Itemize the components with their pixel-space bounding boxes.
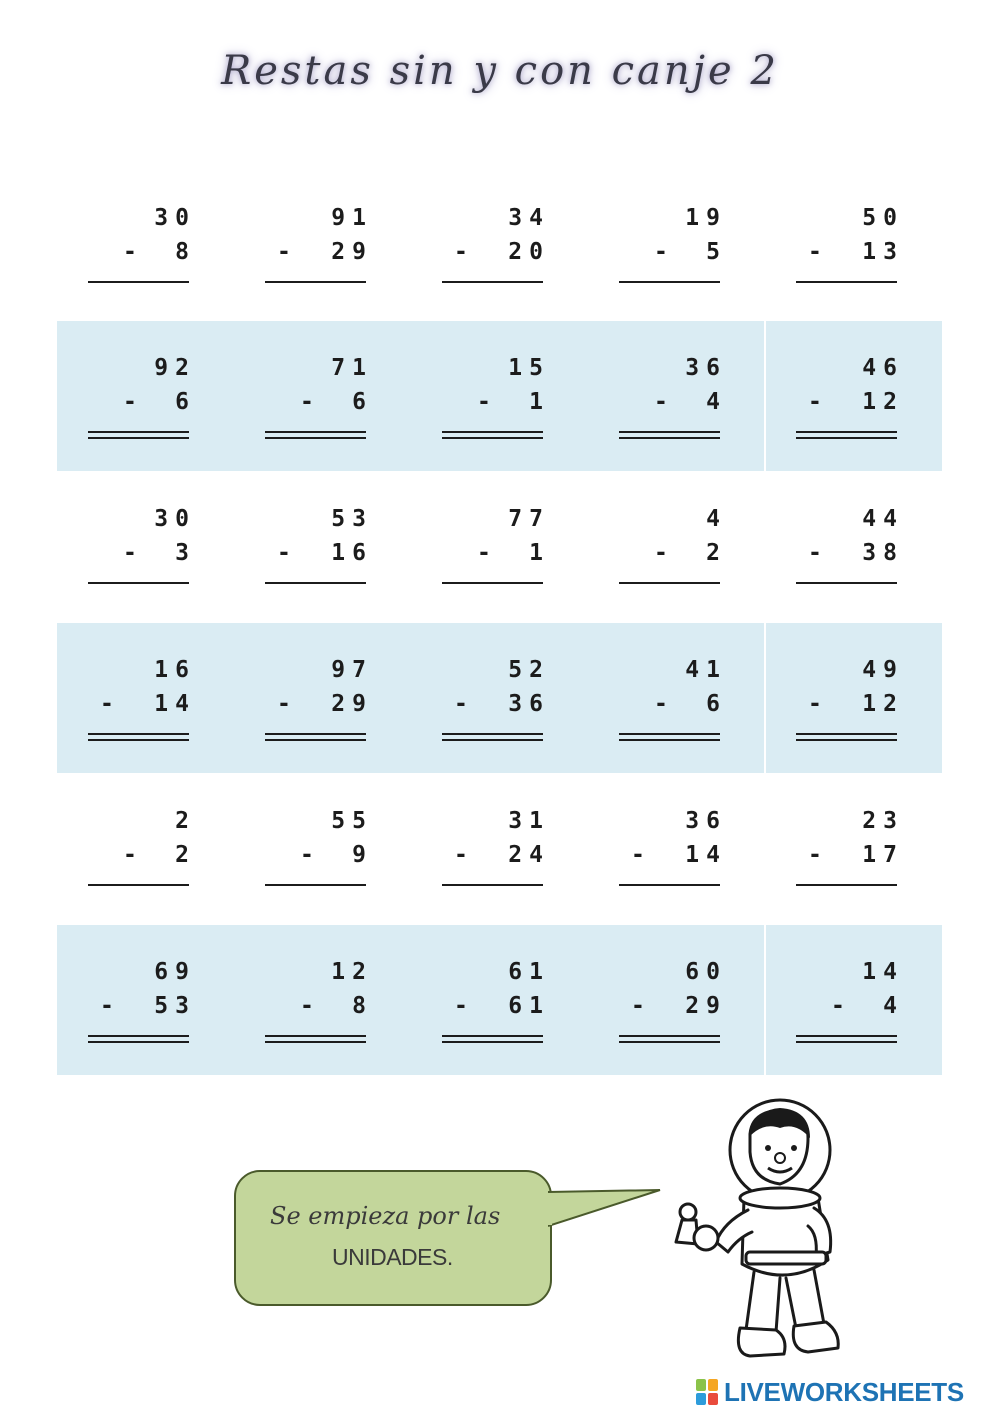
minus-sign: - (300, 993, 321, 1019)
subtraction-problem (619, 808, 727, 938)
answer-line-double (796, 1041, 897, 1043)
subtrahend-line (449, 842, 550, 868)
subtraction-problem (442, 506, 550, 636)
minuend: 30 (154, 506, 196, 532)
brand-footer (696, 1378, 964, 1406)
subtrahend: 1 (529, 540, 550, 566)
bubble-text-line1: Se empieza por las (270, 1202, 501, 1230)
answer-line (265, 733, 366, 735)
subtraction-problem (796, 506, 904, 636)
bubble-text-line2: UNIDADES. (332, 1244, 453, 1270)
answer-line (619, 281, 720, 283)
minuend: 50 (862, 205, 904, 231)
subtrahend: 29 (331, 691, 373, 717)
minus-sign: - (631, 842, 652, 868)
subtrahend: 8 (352, 993, 373, 1019)
subtraction-problem (265, 506, 373, 636)
subtrahend: 13 (862, 239, 904, 265)
answer-line-double (619, 437, 720, 439)
answer-line (796, 431, 897, 433)
minuend: 31 (508, 808, 550, 834)
subtrahend-line (95, 842, 196, 868)
subtraction-problem (619, 205, 727, 335)
minus-sign: - (808, 842, 829, 868)
minuend: 19 (685, 205, 727, 231)
minuend: 55 (331, 808, 373, 834)
minus-sign: - (277, 540, 298, 566)
subtrahend-line (626, 993, 727, 1019)
subtrahend-line (272, 389, 373, 415)
subtrahend-line (803, 239, 904, 265)
subtraction-problem (442, 808, 550, 938)
minuend: 15 (508, 355, 550, 381)
minus-sign: - (654, 540, 675, 566)
subtrahend-line (626, 239, 727, 265)
answer-line (265, 281, 366, 283)
subtrahend: 12 (862, 691, 904, 717)
minus-sign: - (123, 540, 144, 566)
answer-line (619, 884, 720, 886)
minuend: 41 (685, 657, 727, 683)
problem-row (57, 171, 942, 321)
subtraction-problem (88, 205, 196, 335)
answer-line (265, 884, 366, 886)
problem-row (57, 472, 942, 622)
problem-row (57, 925, 942, 1075)
subtrahend-line (626, 389, 727, 415)
subtraction-problem (796, 959, 904, 1089)
minus-sign: - (454, 993, 475, 1019)
subtraction-problem (265, 205, 373, 335)
astronaut-kid-icon (668, 1092, 878, 1362)
answer-line-double (88, 437, 189, 439)
subtrahend: 4 (883, 993, 904, 1019)
subtrahend: 5 (706, 239, 727, 265)
subtraction-problem (796, 355, 904, 485)
subtraction-problem (442, 657, 550, 787)
answer-line (88, 884, 189, 886)
answer-line-double (88, 1041, 189, 1043)
minus-sign: - (100, 691, 121, 717)
subtraction-problem (88, 808, 196, 938)
minus-sign: - (454, 239, 475, 265)
subtrahend: 14 (154, 691, 196, 717)
minus-sign: - (808, 540, 829, 566)
answer-line (796, 1035, 897, 1037)
speech-bubble (234, 1170, 552, 1306)
subtrahend: 6 (352, 389, 373, 415)
answer-line (796, 733, 897, 735)
subtrahend: 6 (706, 691, 727, 717)
minuend: 49 (862, 657, 904, 683)
subtrahend-line (803, 691, 904, 717)
minus-sign: - (277, 691, 298, 717)
subtraction-problem (796, 205, 904, 335)
speech-bubble-tail (548, 1186, 664, 1236)
problem-row (57, 623, 942, 773)
minus-sign: - (300, 842, 321, 868)
minuend: 36 (685, 808, 727, 834)
answer-line-double (796, 739, 897, 741)
row-divider (764, 623, 766, 773)
minus-sign: - (831, 993, 852, 1019)
minuend: 91 (331, 205, 373, 231)
subtrahend-line (803, 389, 904, 415)
answer-line (442, 281, 543, 283)
minus-sign: - (654, 239, 675, 265)
subtrahend: 38 (862, 540, 904, 566)
minus-sign: - (477, 389, 498, 415)
minuend: 36 (685, 355, 727, 381)
subtrahend-line (272, 239, 373, 265)
subtraction-problem (265, 959, 373, 1089)
minus-sign: - (300, 389, 321, 415)
answer-line (619, 431, 720, 433)
minus-sign: - (277, 239, 298, 265)
row-divider (764, 925, 766, 1075)
brand-name: LIVEWORKSHEETS (724, 1376, 964, 1407)
problem-row (57, 321, 942, 471)
subtrahend-line (95, 691, 196, 717)
minuend: 34 (508, 205, 550, 231)
subtrahend-line (803, 540, 904, 566)
minuend: 30 (154, 205, 196, 231)
minuend: 77 (508, 506, 550, 532)
minus-sign: - (808, 691, 829, 717)
subtrahend: 6 (175, 389, 196, 415)
minus-sign: - (123, 842, 144, 868)
answer-line (619, 733, 720, 735)
subtrahend-line (95, 239, 196, 265)
subtrahend-line (95, 540, 196, 566)
subtrahend: 9 (352, 842, 373, 868)
subtrahend-line (95, 993, 196, 1019)
subtrahend: 4 (706, 389, 727, 415)
subtrahend-line (626, 691, 727, 717)
subtrahend: 2 (175, 842, 196, 868)
subtrahend-line (272, 540, 373, 566)
minuend: 61 (508, 959, 550, 985)
answer-line (88, 431, 189, 433)
answer-line-double (265, 1041, 366, 1043)
subtraction-problem (619, 959, 727, 1089)
subtrahend-line (449, 239, 550, 265)
row-divider (764, 321, 766, 471)
minuend: 92 (154, 355, 196, 381)
subtraction-problem (265, 657, 373, 787)
subtraction-problem (265, 355, 373, 485)
subtrahend-line (95, 389, 196, 415)
subtrahend: 1 (529, 389, 550, 415)
answer-line-double (442, 437, 543, 439)
answer-line-double (442, 1041, 543, 1043)
subtraction-problem (796, 657, 904, 787)
minuend: 44 (862, 506, 904, 532)
subtrahend: 8 (175, 239, 196, 265)
answer-line (619, 1035, 720, 1037)
subtrahend: 61 (508, 993, 550, 1019)
subtrahend: 3 (175, 540, 196, 566)
worksheet-title: Restas sin y con canje 2 (221, 48, 779, 94)
subtraction-problem (796, 808, 904, 938)
subtraction-problem (88, 657, 196, 787)
answer-line (265, 1035, 366, 1037)
problem-row (57, 774, 942, 924)
minuend: 60 (685, 959, 727, 985)
subtraction-problem (442, 355, 550, 485)
subtraction-problem (88, 959, 196, 1089)
subtrahend: 24 (508, 842, 550, 868)
answer-line (796, 884, 897, 886)
minuend: 12 (331, 959, 373, 985)
subtrahend-line (626, 540, 727, 566)
minuend: 52 (508, 657, 550, 683)
minuend: 4 (706, 506, 727, 532)
answer-line-double (265, 739, 366, 741)
subtrahend: 36 (508, 691, 550, 717)
subtrahend-line (803, 993, 904, 1019)
subtrahend: 20 (508, 239, 550, 265)
subtrahend-line (272, 842, 373, 868)
minuend: 46 (862, 355, 904, 381)
subtrahend: 12 (862, 389, 904, 415)
minus-sign: - (808, 239, 829, 265)
minus-sign: - (454, 691, 475, 717)
answer-line-double (619, 1041, 720, 1043)
answer-line (442, 733, 543, 735)
minus-sign: - (654, 691, 675, 717)
subtrahend-line (272, 691, 373, 717)
minus-sign: - (100, 993, 121, 1019)
subtrahend: 14 (685, 842, 727, 868)
subtraction-problem (619, 355, 727, 485)
subtrahend: 17 (862, 842, 904, 868)
answer-line (619, 582, 720, 584)
answer-line (796, 281, 897, 283)
subtrahend: 16 (331, 540, 373, 566)
minus-sign: - (808, 389, 829, 415)
subtraction-problem (265, 808, 373, 938)
answer-line-double (265, 437, 366, 439)
subtrahend-line (803, 842, 904, 868)
subtrahend: 29 (685, 993, 727, 1019)
subtrahend-line (449, 691, 550, 717)
minuend: 2 (175, 808, 196, 834)
subtraction-problem (88, 506, 196, 636)
subtrahend-line (449, 389, 550, 415)
subtrahend-line (449, 993, 550, 1019)
subtrahend-line (449, 540, 550, 566)
minus-sign: - (123, 389, 144, 415)
answer-line (88, 582, 189, 584)
subtraction-problem (619, 506, 727, 636)
minuend: 71 (331, 355, 373, 381)
answer-line (442, 1035, 543, 1037)
subtraction-problem (442, 205, 550, 335)
answer-line (88, 1035, 189, 1037)
answer-line (265, 582, 366, 584)
subtraction-problem (442, 959, 550, 1089)
minus-sign: - (454, 842, 475, 868)
minus-sign: - (631, 993, 652, 1019)
subtrahend-line (626, 842, 727, 868)
subtrahend: 2 (706, 540, 727, 566)
minuend: 23 (862, 808, 904, 834)
minus-sign: - (654, 389, 675, 415)
answer-line-double (88, 739, 189, 741)
minuend: 16 (154, 657, 196, 683)
subtraction-problem (619, 657, 727, 787)
answer-line (442, 431, 543, 433)
minus-sign: - (123, 239, 144, 265)
minus-sign: - (477, 540, 498, 566)
answer-line-double (442, 739, 543, 741)
subtrahend: 29 (331, 239, 373, 265)
answer-line-double (619, 739, 720, 741)
subtrahend: 53 (154, 993, 196, 1019)
answer-line (265, 431, 366, 433)
minuend: 14 (862, 959, 904, 985)
liveworksheets-logo-icon (696, 1379, 718, 1405)
answer-line (88, 733, 189, 735)
answer-line (796, 582, 897, 584)
answer-line (442, 582, 543, 584)
answer-line (442, 884, 543, 886)
minuend: 69 (154, 959, 196, 985)
subtrahend-line (272, 993, 373, 1019)
minuend: 97 (331, 657, 373, 683)
minuend: 53 (331, 506, 373, 532)
subtraction-problem (88, 355, 196, 485)
answer-line (88, 281, 189, 283)
answer-line-double (796, 437, 897, 439)
